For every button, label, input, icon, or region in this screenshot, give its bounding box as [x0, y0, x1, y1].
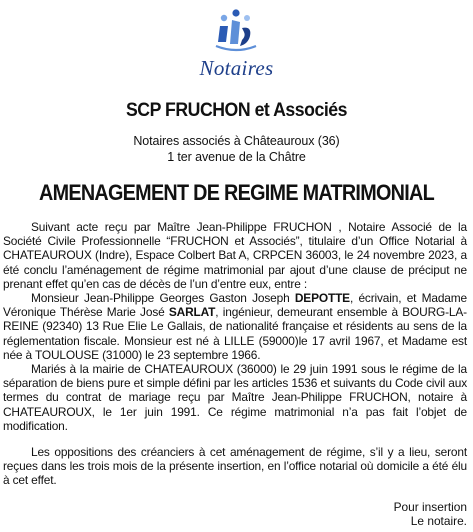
- firm-address: 1 ter avenue de la Châtre: [167, 150, 306, 164]
- signature-line-1: Pour insertion: [393, 500, 467, 514]
- party-text-1: Monsieur Jean-Philippe Georges Gaston Joseph: [31, 291, 295, 306]
- paragraph-marriage: Mariés à la mairie de CHATEAUROUX (36000) le 29 juin 1991 sous le régime de la séparation de biens pure et simple défini par les articles 1536 et suivants du Code civil aux termes du contrat de mariage reçu par Maître Jean-Philippe FRUCHON, notaire à CHATEAUROUX, le 1er juin 1991. Ce régime matrimonial n’a pas fait l’objet de modification.: [3, 362, 467, 433]
- paragraph-deed: Suivant acte reçu par Maître Jean-Philippe FRUCHON , Notaire Associé de la Société Civile Professionnelle “FRUCHON et Associés”, titulaire d’un Office Notarial à CHATEAUROUX (Indre), Espace Colbert Bat A, CRPCEN 36003, le 24 novembre 2023, a été conclu l’aménagement de régime matrimonial par ajout d’une clause de préciput ne prenant effet qu’en cas de décès de l’un d’entre eux, entre :: [3, 220, 467, 291]
- firm-name: SCP FRUCHON et Associés: [125, 100, 348, 121]
- paragraph-parties: [3, 291, 467, 362]
- firm-subtitle: Notaires associés à Châteauroux (36): [133, 134, 340, 148]
- party-text-3: , ingénieur, demeurant ensemble à BOURG-LA-REINE (92340) 13 Rue Elie Le Gallais, de nationalité française et résidents au sens de la réglementation fiscale. Monsieur est né à LILLE (59000)le 17 avril 1967, et Madame est née à TOULOUSE (31000) le 23 septembre 1966.: [3, 305, 467, 362]
- notaires-logo: [0, 6, 473, 78]
- notice-body: [3, 220, 467, 488]
- notice-title: AMENAGEMENT DE REGIME MATRIMONIAL: [39, 180, 434, 205]
- party-surname-2: SARLAT: [168, 305, 216, 320]
- party-surname-1: DEPOTTE: [294, 291, 350, 306]
- notaires-emblem-icon: [206, 6, 266, 54]
- logo-wordmark: Notaires: [199, 56, 274, 80]
- party-text-2: , écrivain, et Madame Véronique Thérèse Marie José: [3, 291, 467, 320]
- paragraph-oppositions: Les oppositions des créanciers à cet aménagement de régime, s’il y a lieu, seront reçues dans les trois mois de la présente insertion, en l’office notarial où domicile a été élu à cet effet.: [3, 445, 467, 488]
- signature-line-2: Le notaire.: [410, 514, 467, 528]
